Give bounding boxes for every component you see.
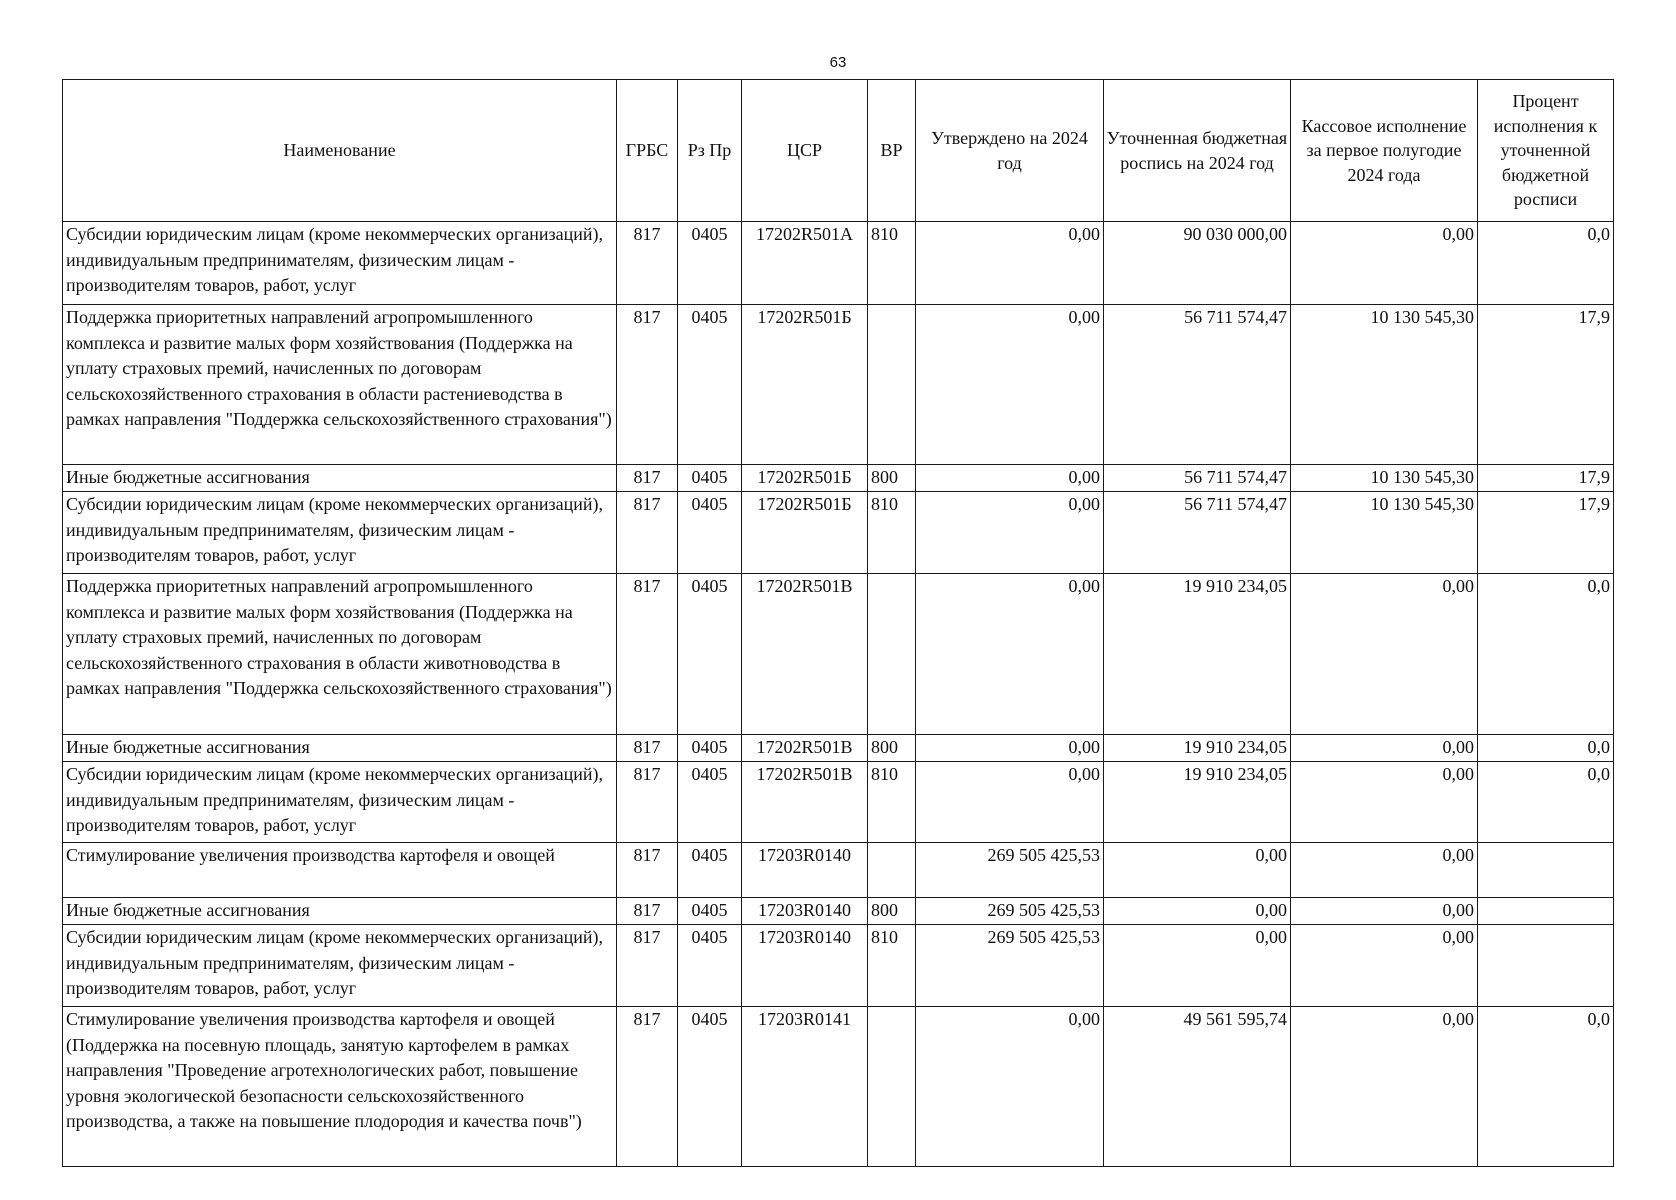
cell-percent [1478, 898, 1614, 925]
cell-csr: 17202R501Б [742, 492, 868, 574]
table-row [63, 762, 1614, 843]
cell-grbs: 817 [617, 305, 678, 465]
cell-cash: 0,00 [1291, 222, 1478, 305]
cell-rzpr: 0405 [678, 492, 742, 574]
cell-refined: 56 711 574,47 [1104, 305, 1291, 465]
cell-grbs: 817 [617, 465, 678, 492]
table-header [63, 80, 1614, 222]
cell-percent: 17,9 [1478, 492, 1614, 574]
cell-refined: 56 711 574,47 [1104, 492, 1291, 574]
header-refined: Уточненная бюджетная роспись на 2024 год [1104, 80, 1291, 222]
cell-grbs: 817 [617, 574, 678, 735]
cell-name: Субсидии юридическим лицам (кроме некоммерческих организаций), индивидуальным предпринимателям, физическим лицам - производителям товаров, работ, услуг [63, 925, 617, 1007]
cell-csr: 17202R501В [742, 574, 868, 735]
table-row [63, 1007, 1614, 1167]
cell-grbs: 817 [617, 762, 678, 843]
cell-refined: 0,00 [1104, 925, 1291, 1007]
cell-name: Стимулирование увеличения производства картофеля и овощей (Поддержка на посевную площадь, занятую картофелем в рамках направления "Проведение агротехнологических работ, повышение уровня экологической безопасности сельскохозяйственного производства, а также на повышение плодородия и качества почв") [63, 1007, 617, 1167]
cell-rzpr: 0405 [678, 1007, 742, 1167]
cell-grbs: 817 [617, 735, 678, 762]
cell-percent: 17,9 [1478, 465, 1614, 492]
table-row [63, 305, 1614, 465]
cell-percent: 0,0 [1478, 222, 1614, 305]
cell-grbs: 817 [617, 1007, 678, 1167]
cell-csr: 17203R0140 [742, 925, 868, 1007]
cell-vr: 810 [868, 762, 916, 843]
cell-approved: 0,00 [916, 1007, 1104, 1167]
cell-refined: 19 910 234,05 [1104, 574, 1291, 735]
cell-percent [1478, 843, 1614, 898]
cell-refined: 19 910 234,05 [1104, 735, 1291, 762]
cell-refined: 0,00 [1104, 898, 1291, 925]
cell-refined: 19 910 234,05 [1104, 762, 1291, 843]
cell-grbs: 817 [617, 898, 678, 925]
cell-csr: 17203R0140 [742, 843, 868, 898]
table-body [63, 222, 1614, 1167]
cell-cash: 0,00 [1291, 925, 1478, 1007]
cell-name: Субсидии юридическим лицам (кроме некоммерческих организаций), индивидуальным предпринимателям, физическим лицам - производителям товаров, работ, услуг [63, 492, 617, 574]
cell-vr: 810 [868, 492, 916, 574]
cell-cash: 10 130 545,30 [1291, 492, 1478, 574]
cell-name: Иные бюджетные ассигнования [63, 898, 617, 925]
header-name: Наименование [63, 80, 617, 222]
table-row [63, 465, 1614, 492]
header-rzpr: Рз Пр [678, 80, 742, 222]
cell-cash: 10 130 545,30 [1291, 305, 1478, 465]
cell-cash: 0,00 [1291, 574, 1478, 735]
table-row [63, 574, 1614, 735]
cell-csr: 17202R501В [742, 735, 868, 762]
cell-name: Поддержка приоритетных направлений агропромышленного комплекса и развитие малых форм хозяйствования (Поддержка на уплату страховых премий, начисленных по договорам сельскохозяйственного страхования в области животноводства в рамках направления "Поддержка сельскохозяйственного страхования") [63, 574, 617, 735]
cell-cash: 0,00 [1291, 843, 1478, 898]
cell-cash: 0,00 [1291, 735, 1478, 762]
header-row [63, 80, 1614, 222]
cell-csr: 17202R501Б [742, 305, 868, 465]
cell-rzpr: 0405 [678, 305, 742, 465]
cell-rzpr: 0405 [678, 925, 742, 1007]
cell-name: Иные бюджетные ассигнования [63, 465, 617, 492]
cell-vr: 800 [868, 465, 916, 492]
cell-approved: 0,00 [916, 492, 1104, 574]
header-approved: Утверждено на 2024 год [916, 80, 1104, 222]
cell-percent: 0,0 [1478, 735, 1614, 762]
cell-approved: 0,00 [916, 574, 1104, 735]
cell-rzpr: 0405 [678, 762, 742, 843]
cell-refined: 0,00 [1104, 843, 1291, 898]
cell-approved: 0,00 [916, 222, 1104, 305]
cell-cash: 0,00 [1291, 1007, 1478, 1167]
cell-grbs: 817 [617, 222, 678, 305]
header-grbs: ГРБС [617, 80, 678, 222]
cell-vr: 810 [868, 925, 916, 1007]
cell-csr: 17203R0140 [742, 898, 868, 925]
page-number: 63 [829, 54, 847, 71]
cell-approved: 0,00 [916, 465, 1104, 492]
table-row [63, 222, 1614, 305]
cell-csr: 17202R501В [742, 762, 868, 843]
header-percent: Процент исполнения к уточненной бюджетной росписи [1478, 80, 1614, 222]
cell-approved: 269 505 425,53 [916, 925, 1104, 1007]
cell-refined: 56 711 574,47 [1104, 465, 1291, 492]
cell-approved: 269 505 425,53 [916, 843, 1104, 898]
cell-grbs: 817 [617, 925, 678, 1007]
cell-percent [1478, 925, 1614, 1007]
cell-approved: 0,00 [916, 735, 1104, 762]
cell-name: Иные бюджетные ассигнования [63, 735, 617, 762]
cell-approved: 269 505 425,53 [916, 898, 1104, 925]
cell-grbs: 817 [617, 492, 678, 574]
cell-percent: 0,0 [1478, 1007, 1614, 1167]
cell-csr: 17202R501А [742, 222, 868, 305]
table-row [63, 492, 1614, 574]
cell-cash: 0,00 [1291, 762, 1478, 843]
cell-vr: 810 [868, 222, 916, 305]
cell-vr: 800 [868, 898, 916, 925]
cell-rzpr: 0405 [678, 465, 742, 492]
cell-approved: 0,00 [916, 762, 1104, 843]
cell-cash: 0,00 [1291, 898, 1478, 925]
header-vr: ВР [868, 80, 916, 222]
table-row [63, 898, 1614, 925]
cell-rzpr: 0405 [678, 898, 742, 925]
cell-refined: 49 561 595,74 [1104, 1007, 1291, 1167]
cell-rzpr: 0405 [678, 574, 742, 735]
header-cash: Кассовое исполнение за первое полугодие 2024 года [1291, 80, 1478, 222]
cell-percent: 0,0 [1478, 574, 1614, 735]
cell-cash: 10 130 545,30 [1291, 465, 1478, 492]
table-row [63, 925, 1614, 1007]
cell-percent: 17,9 [1478, 305, 1614, 465]
cell-vr: 800 [868, 735, 916, 762]
cell-name: Поддержка приоритетных направлений агропромышленного комплекса и развитие малых форм хозяйствования (Поддержка на уплату страховых премий, начисленных по договорам сельскохозяйственного страхования в области растениеводства в рамках направления "Поддержка сельскохозяйственного страхования") [63, 305, 617, 465]
cell-refined: 90 030 000,00 [1104, 222, 1291, 305]
budget-table [62, 79, 1614, 1167]
cell-percent: 0,0 [1478, 762, 1614, 843]
cell-rzpr: 0405 [678, 843, 742, 898]
cell-csr: 17202R501Б [742, 465, 868, 492]
cell-vr [868, 574, 916, 735]
table-row [63, 735, 1614, 762]
header-csr: ЦСР [742, 80, 868, 222]
cell-rzpr: 0405 [678, 222, 742, 305]
cell-rzpr: 0405 [678, 735, 742, 762]
cell-grbs: 817 [617, 843, 678, 898]
cell-name: Стимулирование увеличения производства картофеля и овощей [63, 843, 617, 898]
table-row [63, 843, 1614, 898]
cell-name: Субсидии юридическим лицам (кроме некоммерческих организаций), индивидуальным предпринимателям, физическим лицам - производителям товаров, работ, услуг [63, 222, 617, 305]
cell-vr [868, 305, 916, 465]
cell-approved: 0,00 [916, 305, 1104, 465]
cell-vr [868, 1007, 916, 1167]
cell-vr [868, 843, 916, 898]
cell-name: Субсидии юридическим лицам (кроме некоммерческих организаций), индивидуальным предпринимателям, физическим лицам - производителям товаров, работ, услуг [63, 762, 617, 843]
cell-csr: 17203R0141 [742, 1007, 868, 1167]
